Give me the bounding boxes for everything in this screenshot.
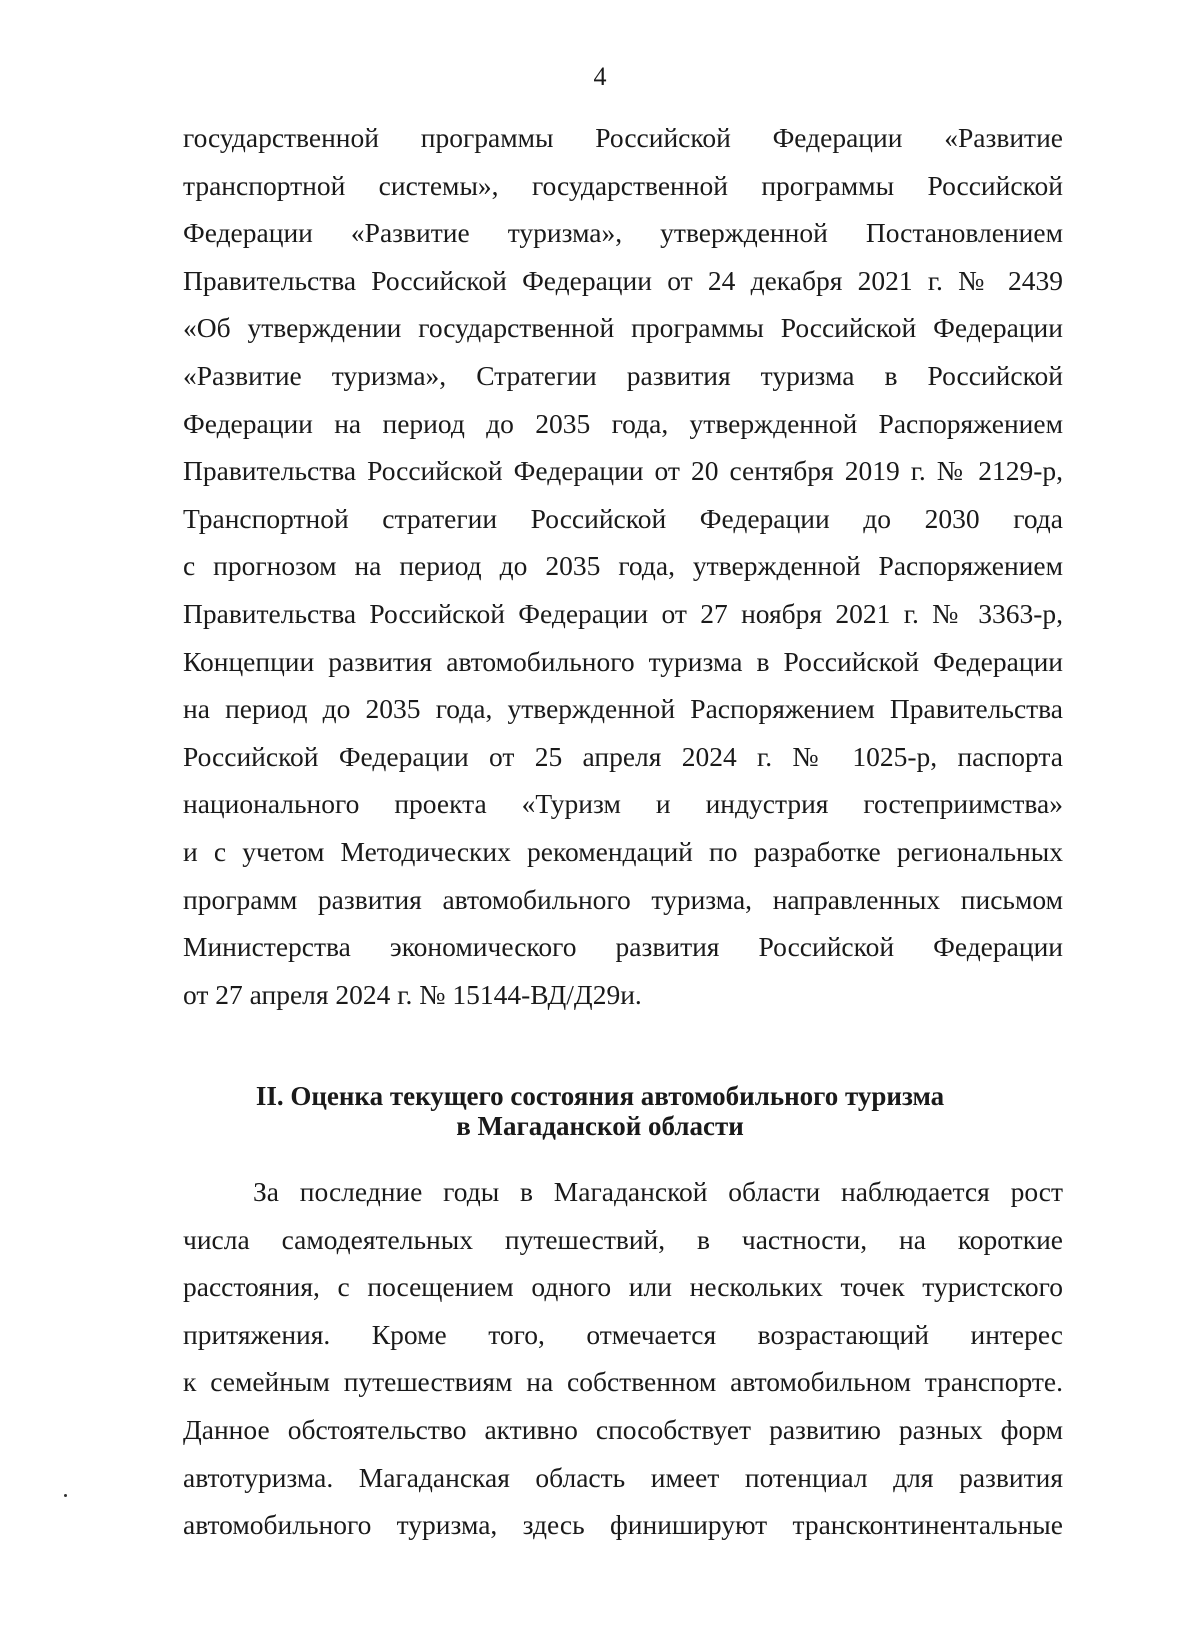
text-line: транспортной системы», государственной программы Российской	[183, 169, 1063, 201]
section-heading	[0, 1081, 1200, 1141]
text-line: и с учетом Методических рекомендаций по разработке региональных	[183, 835, 1063, 867]
text-line: «Об утверждении государственной программы Российской Федерации	[183, 312, 1063, 344]
text-line: Федерации «Развитие туризма», утвержденной Постановлением	[183, 217, 1063, 249]
text-line: Министерства экономического развития Российской Федерации	[183, 931, 1063, 963]
text-line: автомобильного туризма, здесь финишируют трансконтинентальные	[183, 1509, 1063, 1541]
text-line: автотуризма. Магаданская область имеет потенциал для развития	[183, 1461, 1063, 1493]
text-line: с прогнозом на период до 2035 года, утвержденной Распоряжением	[183, 550, 1063, 582]
text-line: «Развитие туризма», Стратегии развития туризма в Российской	[183, 359, 1063, 391]
text-line: Транспортной стратегии Российской Федерации до 2030 года	[183, 502, 1063, 534]
text-line: притяжения. Кроме того, отмечается возрастающий интерес	[183, 1318, 1063, 1350]
text-line: Правительства Российской Федерации от 20 сентября 2019 г. № 2129-р,	[183, 455, 1063, 487]
text-line: Правительства Российской Федерации от 27 ноября 2021 г. № 3363-р,	[183, 597, 1063, 629]
text-line: Данное обстоятельство активно способствует развитию разных форм	[183, 1413, 1063, 1445]
text-line: на период до 2035 года, утвержденной Распоряжением Правительства	[183, 693, 1063, 725]
text-line: от 27 апреля 2024 г. № 15144-ВД/Д29и.	[183, 978, 642, 1010]
text-line: числа самодеятельных путешествий, в частности, на короткие	[183, 1223, 1063, 1255]
paragraph-legal-basis	[183, 114, 1063, 1018]
text-line: Федерации на период до 2035 года, утвержденной Распоряжением	[183, 407, 1063, 439]
text-line: За последние годы в Магаданской области наблюдается рост	[253, 1176, 1063, 1207]
text-line: национального проекта «Туризм и индустрия гостеприимства»	[183, 788, 1063, 820]
page-number: 4	[593, 62, 607, 91]
text-line: программ развития автомобильного туризма, направленных письмом	[183, 883, 1063, 915]
section-heading-line: в Магаданской области	[456, 1111, 744, 1141]
text-line: Российской Федерации от 25 апреля 2024 г. № 1025-р, паспорта	[183, 740, 1063, 772]
paragraph-current-state	[183, 1168, 1063, 1549]
section-heading-line: II. Оценка текущего состояния автомобильного туризма	[255, 1081, 945, 1111]
text-line: государственной программы Российской Федерации «Развитие	[183, 122, 1063, 153]
text-line: расстояния, с посещением одного или нескольких точек туристского	[183, 1271, 1063, 1303]
scan-speck	[64, 1494, 67, 1497]
text-line: к семейным путешествиям на собственном автомобильном транспорте.	[183, 1366, 1063, 1398]
text-line: Правительства Российской Федерации от 24 декабря 2021 г. № 2439	[183, 264, 1063, 296]
text-line: Концепции развития автомобильного туризма в Российской Федерации	[183, 645, 1063, 677]
